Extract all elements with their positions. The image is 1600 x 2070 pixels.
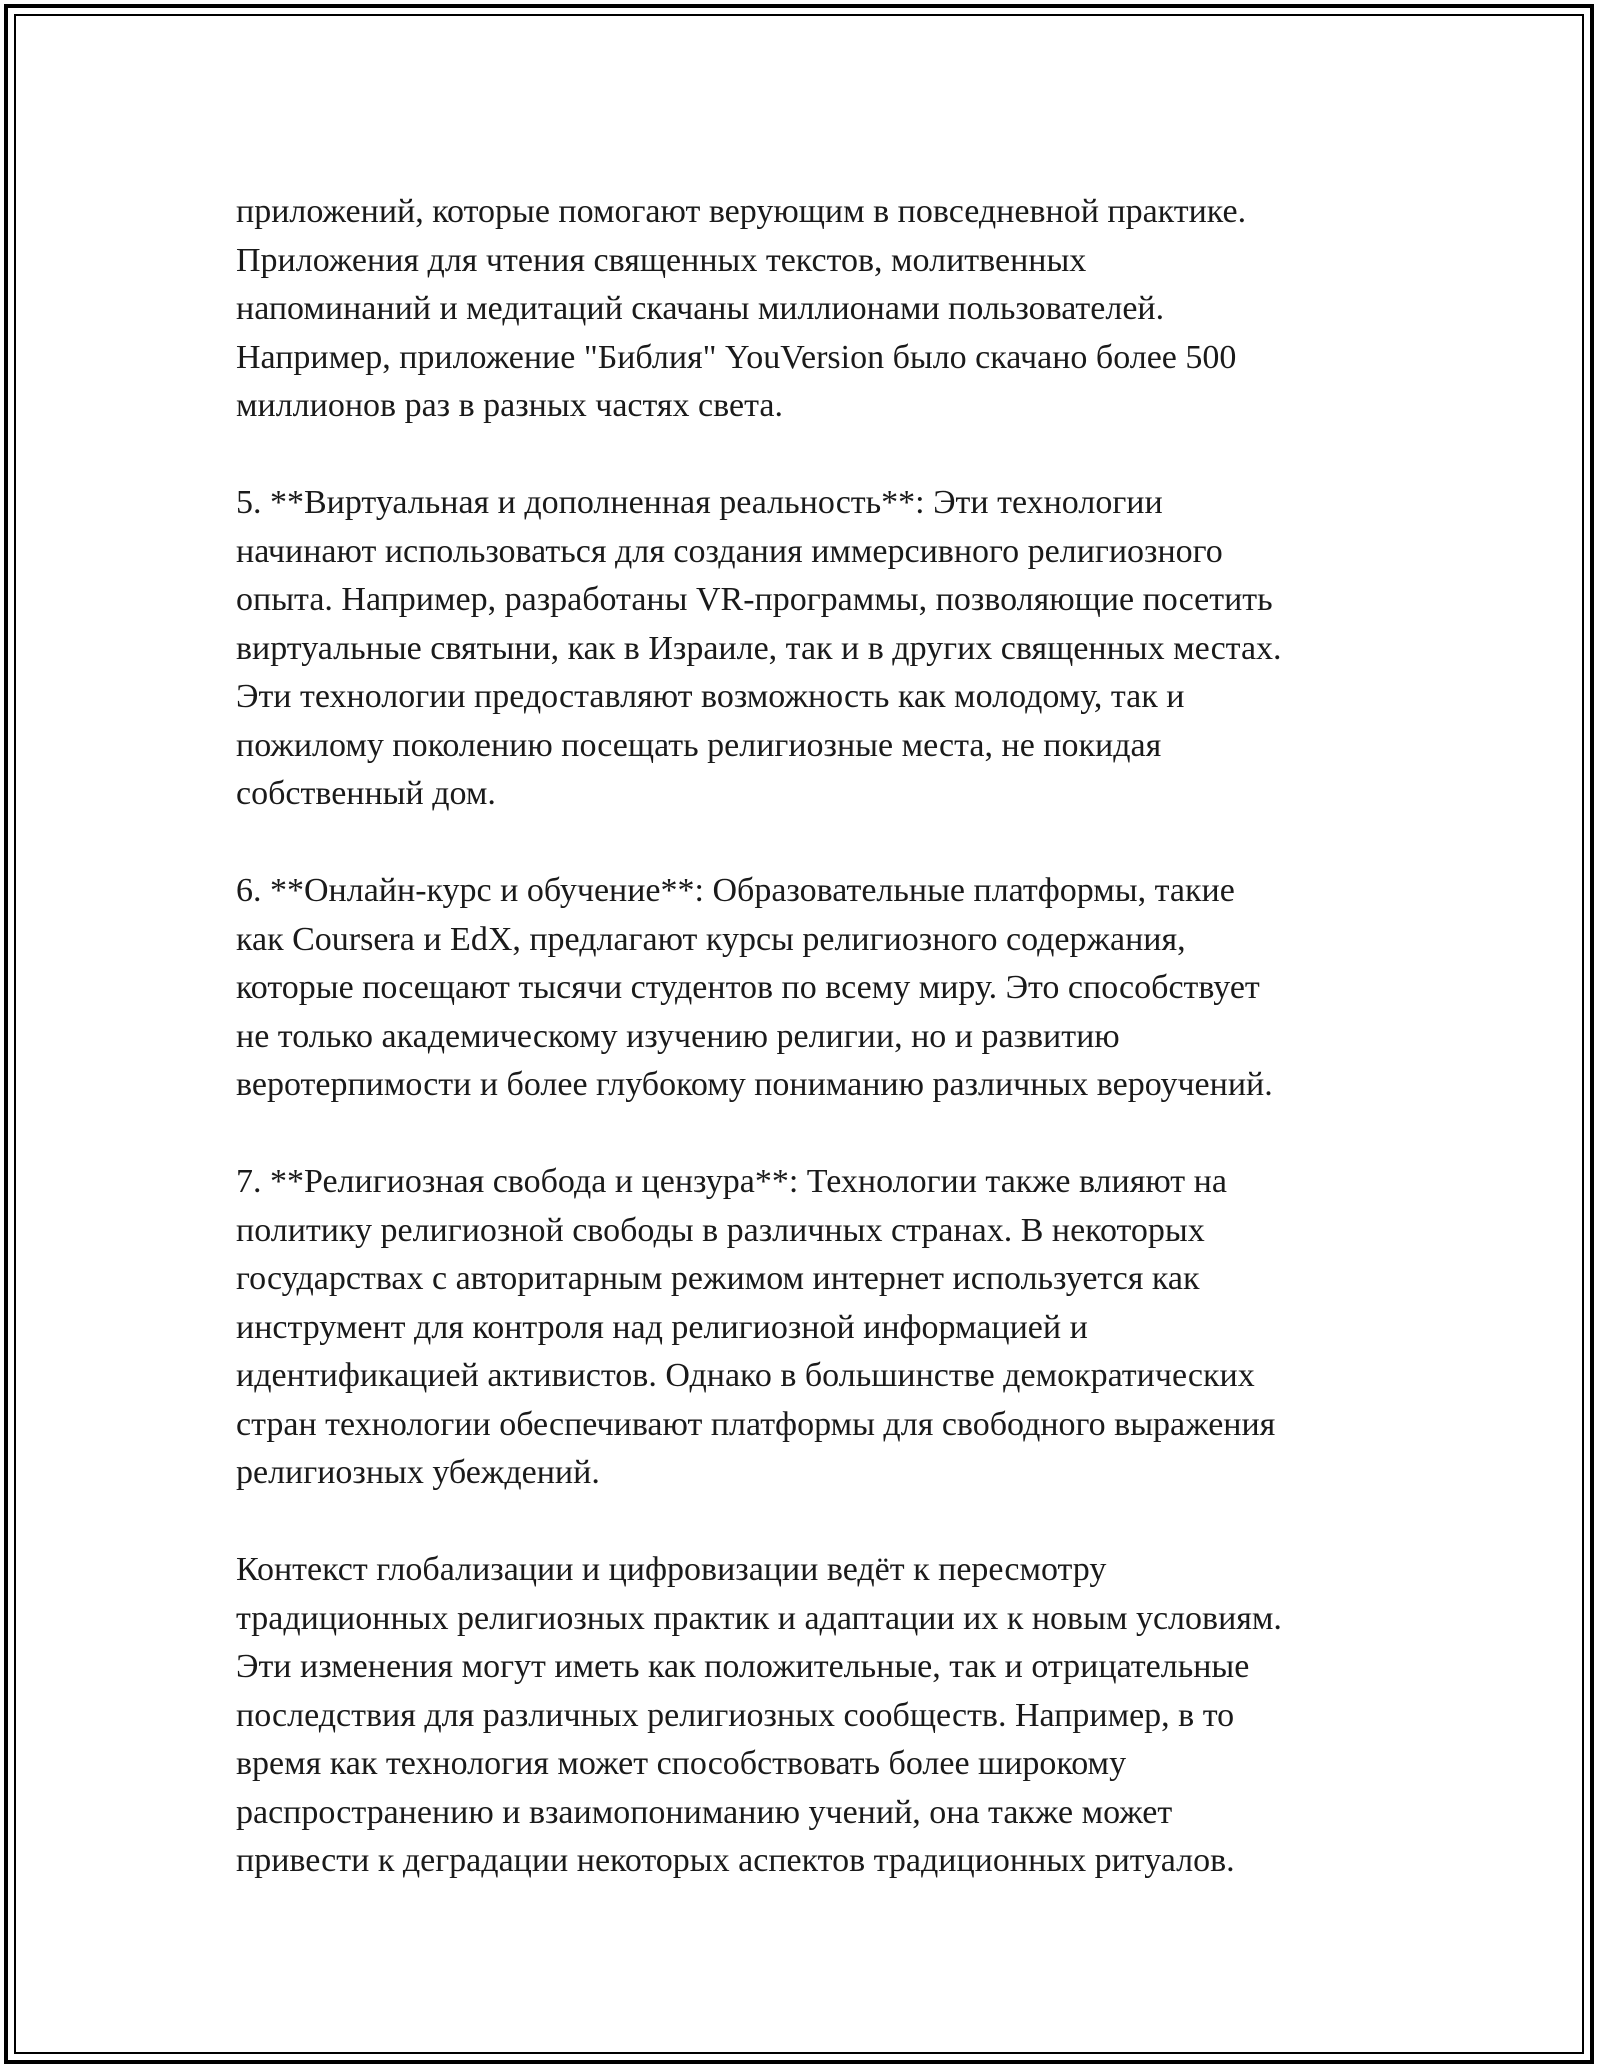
paragraph-online-courses: 6. **Онлайн-курс и обучение**: Образовательные платформы, такие как Coursera и EdX, предлагают курсы религиозного содержания, которые посещают тысячи студентов по всему миру. Это способствует не только академическому изучению религии, но и развитию веротерпимости и более глубокому пониманию различных вероучений. [236, 872, 1273, 1103]
document-body [236, 188, 1396, 1886]
paragraph-apps-continued: приложений, которые помогают верующим в повседневной практике. Приложения для чтения священных текстов, молитвенных напоминаний и медитаций скачаны миллионами пользователей. Например, приложение "Библия" YouVersion было скачано более 500 миллионов раз в разных частях света. [236, 193, 1247, 424]
paragraph-conclusion: Контекст глобализации и цифровизации ведёт к пересмотру традиционных религиозных практик и адаптации их к новым условиям. Эти изменения могут иметь как положительные, так и отрицательные последствия для различных религиозных сообществ. Например, в то время как технология может способствовать более широкому распространению и взаимопониманию учений, она также может привести к деградации некоторых аспектов традиционных ритуалов. [236, 1551, 1282, 1879]
paragraph-religious-freedom: 7. **Религиозная свобода и цензура**: Технологии также влияют на политику религиозной свободы в различных странах. В некоторых государствах с авторитарным режимом интернет используется как инструмент для контроля над религиозной информацией и идентификацией активистов. Однако в большинстве демократических стран технологии обеспечивают платформы для свободного выражения религиозных убеждений. [236, 1163, 1276, 1491]
paragraph-virtual-reality: 5. **Виртуальная и дополненная реальность**: Эти технологии начинают использоваться для создания иммерсивного религиозного опыта. Например, разработаны VR-программы, позволяющие посетить виртуальные святыни, как в Израиле, так и в других священных местах. Эти технологии предоставляют возможность как молодому, так и пожилому поколению посещать религиозные места, не покидая собственный дом. [236, 484, 1282, 812]
